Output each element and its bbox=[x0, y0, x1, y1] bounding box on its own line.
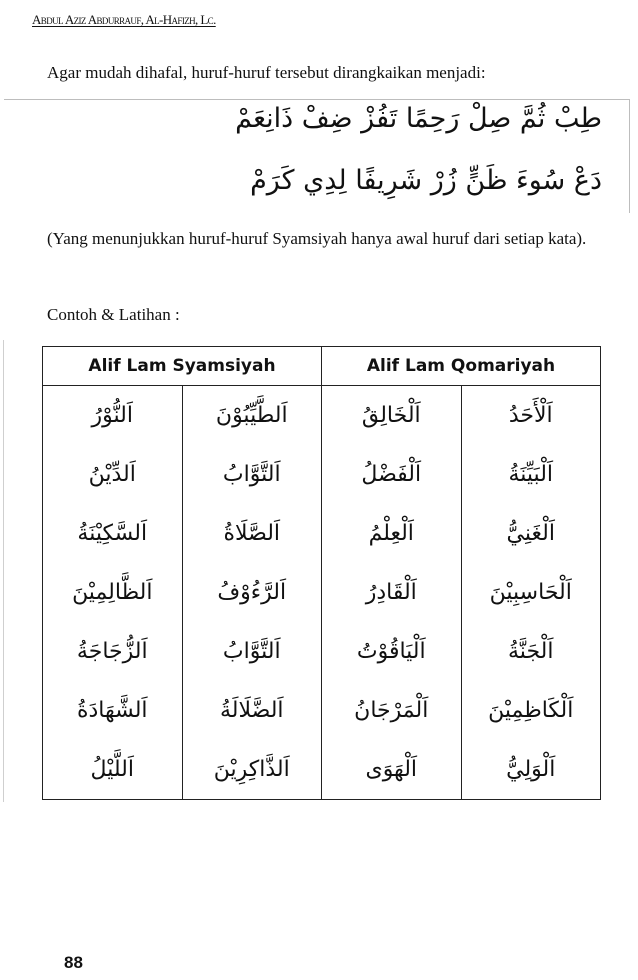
table-cell: اَلْأَحَدُ bbox=[461, 386, 601, 446]
table-row bbox=[43, 386, 601, 446]
table-row bbox=[43, 563, 601, 622]
table-cell: اَلزُّجَاجَةُ bbox=[43, 622, 183, 681]
table-cell: اَلطَّيِّبُوْنَ bbox=[182, 386, 322, 446]
table-cell: اَلْعِلْمُ bbox=[322, 504, 462, 563]
alif-lam-table bbox=[42, 346, 601, 800]
table-header-row bbox=[43, 347, 601, 386]
table-cell: اَلتَّوَّابُ bbox=[182, 622, 322, 681]
table-cell: اَلتَّوَّابُ bbox=[182, 445, 322, 504]
table-cell: اَلْيَاقُوْتُ bbox=[322, 622, 462, 681]
table-cell: اَلْهَوَى bbox=[322, 740, 462, 800]
table-row bbox=[43, 445, 601, 504]
table-cell: اَلْجَنَّةُ bbox=[461, 622, 601, 681]
table-cell: اَلْمَرْجَانُ bbox=[322, 681, 462, 740]
syamsiyah-note: (Yang menunjukkan huruf-huruf Syamsiyah hanya awal huruf dari setiap kata). bbox=[47, 229, 587, 248]
examples-heading: Contoh & Latihan : bbox=[47, 305, 180, 324]
intro-text: Agar mudah dihafal, huruf-huruf tersebut dirangkaikan menjadi: bbox=[47, 63, 486, 82]
margin-rule-left bbox=[3, 340, 4, 802]
arabic-phrase-line-2: دَعْ سُوءَ ظَنٍّ زُرْ شَرِيفًا لِدِي كَرَمْ bbox=[250, 165, 602, 196]
table-row bbox=[43, 681, 601, 740]
table-row bbox=[43, 504, 601, 563]
table-cell: اَلْوَلِيُّ bbox=[461, 740, 601, 800]
table-cell: اَللَّيْلُ bbox=[43, 740, 183, 800]
arabic-phrase-line-1: طِبْ ثُمَّ صِلْ رَحِمًا تَفُزْ ضِفْ ذَانِعَمْ bbox=[235, 103, 602, 134]
table-cell: اَلرَّءُوْفُ bbox=[182, 563, 322, 622]
table-cell: اَلْبَيِّنَةُ bbox=[461, 445, 601, 504]
table-cell: اَلْحَاسِبِيْنَ bbox=[461, 563, 601, 622]
table-cell: اَلْخَالِقُ bbox=[322, 386, 462, 446]
table-cell: اَلضَّلَالَةُ bbox=[182, 681, 322, 740]
table-cell: اَلشَّهَادَةُ bbox=[43, 681, 183, 740]
table-cell: اَلدِّيْنُ bbox=[43, 445, 183, 504]
table-cell: اَلذَّاكِرِيْنَ bbox=[182, 740, 322, 800]
header-syamsiyah: Alif Lam Syamsiyah bbox=[43, 347, 322, 386]
box-rule-top bbox=[4, 99, 630, 100]
table-cell: اَلصَّلَاةُ bbox=[182, 504, 322, 563]
table-row bbox=[43, 622, 601, 681]
table-cell: اَلنُّوْرُ bbox=[43, 386, 183, 446]
table-cell: اَلسَّكِيْنَةُ bbox=[43, 504, 183, 563]
table-cell: اَلْغَنِيُّ bbox=[461, 504, 601, 563]
box-rule-right bbox=[629, 99, 630, 213]
table-row bbox=[43, 740, 601, 800]
table-cell: اَلْفَضْلُ bbox=[322, 445, 462, 504]
table-cell: اَلْكَاظِمِيْنَ bbox=[461, 681, 601, 740]
page-number: 88 bbox=[64, 953, 83, 972]
table-cell: اَلْقَادِرُ bbox=[322, 563, 462, 622]
running-header: Abdul Aziz Abdurrauf, Al-Hafizh, Lc. bbox=[32, 12, 216, 27]
header-qomariyah: Alif Lam Qomariyah bbox=[322, 347, 601, 386]
table-cell: اَلظَّالِمِيْنَ bbox=[43, 563, 183, 622]
